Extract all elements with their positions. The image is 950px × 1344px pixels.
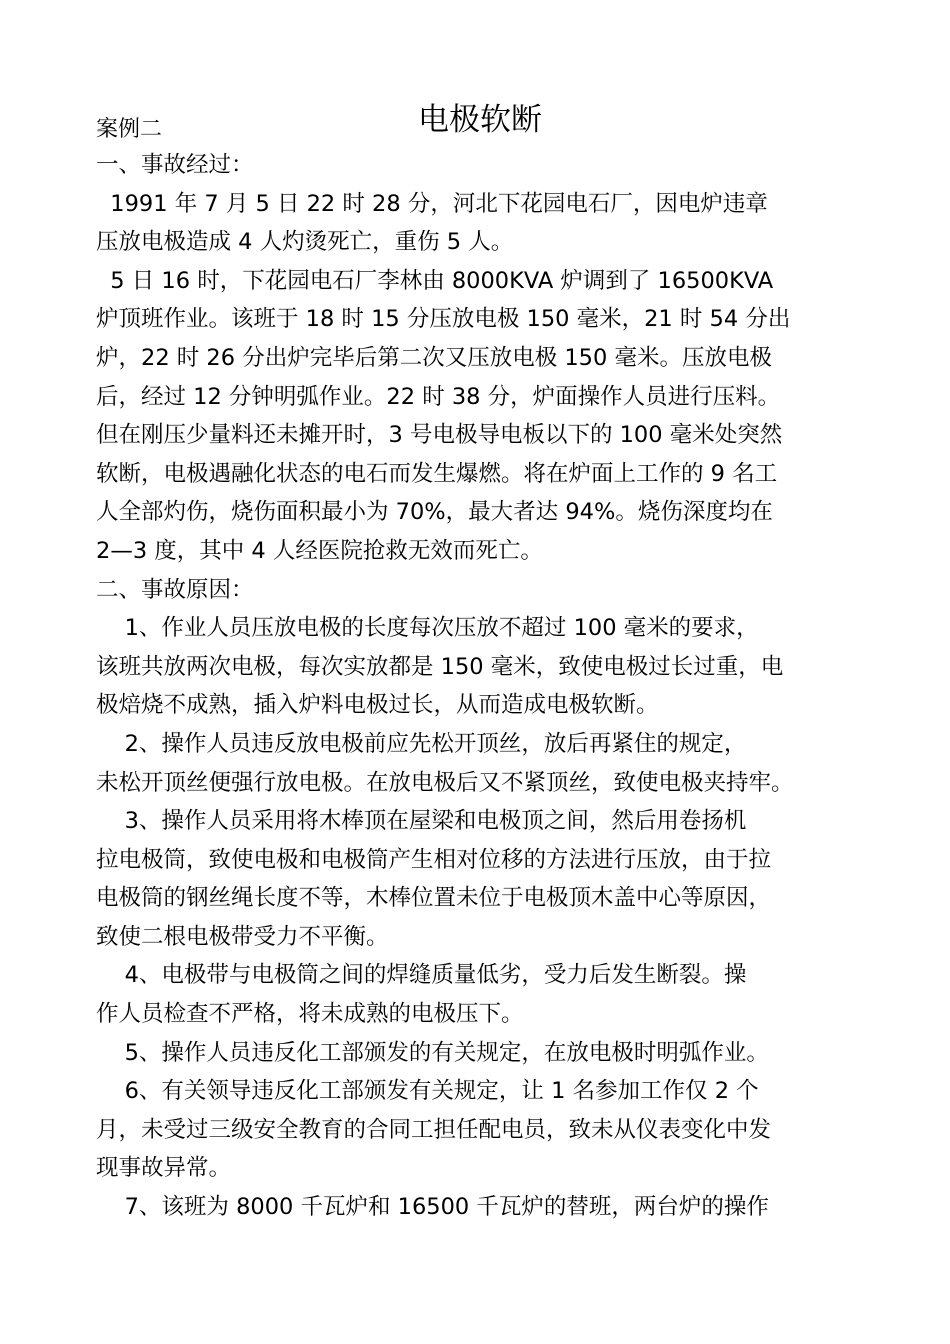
case-label: 案例二 [96, 117, 163, 142]
cause-item-5 [96, 1034, 858, 1073]
text-line: 6、有关领导违反化工部颁发有关规定，让 1 名参加工作仅 2 个 [96, 1078, 759, 1105]
text-line: 但在刚压少量料还未摊开时，3 号电极导电板以下的 100 毫米处突然 [96, 422, 783, 449]
text-line: 拉电极筒，致使电极和电极筒产生相对位移的方法进行压放，由于拉 [96, 846, 772, 873]
cause-item-3 [96, 802, 858, 956]
text-line: 炉，22 时 26 分出炉完毕后第二次又压放电极 150 毫米。压放电极 [96, 344, 772, 371]
text-line: 致使二根电极带受力不平衡。 [96, 923, 389, 950]
text-line: 1、作业人员压放电极的长度每次压放不超过 100 毫米的要求， [96, 615, 759, 642]
paragraph-process-1 [96, 185, 858, 262]
cause-item-4 [96, 956, 858, 1033]
text-line: 7、该班为 8000 千瓦炉和 16500 千瓦炉的替班，两台炉的操作 [96, 1194, 769, 1221]
text-line: 电极筒的钢丝绳长度不等，木棒位置未位于电极顶木盖中心等原因， [96, 885, 772, 912]
text-line: 1991 年 7 月 5 日 22 时 28 分，河北下花园电石厂，因电炉违章 [96, 190, 768, 217]
text-line: 5、操作人员违反化工部颁发的有关规定，在放电极时明弧作业。 [96, 1039, 769, 1066]
text-line: 3、操作人员采用将木棒顶在屋梁和电极顶之间，然后用卷扬机 [96, 808, 747, 835]
paragraph-process-2 [96, 262, 858, 571]
section-heading-cause: 二、事故原因： [96, 576, 254, 603]
text-line: 5 日 16 时，下花园电石厂李林由 8000KVA 炉调到了 16500KVA [96, 267, 774, 294]
document-title: 电极软断 [418, 102, 542, 138]
text-line: 后，经过 12 分钟明弧作业。22 时 38 分，炉面操作人员进行压料。 [96, 383, 781, 410]
section-heading-process: 一、事故经过： [96, 152, 254, 178]
text-line: 2、操作人员违反放电极前应先松开顶丝，放后再紧住的规定， [96, 730, 747, 757]
text-line: 现事故异常。 [96, 1155, 232, 1182]
text-line: 压放电极造成 4 人灼烫死亡，重伤 5 人。 [96, 229, 514, 256]
text-line: 月，未受过三级安全教育的合同工担任配电员，致未从仪表变化中发 [96, 1116, 772, 1143]
text-line: 人全部灼伤，烧伤面积最小为 70%，最大者达 94%。烧伤深度均在 [96, 499, 773, 526]
text-line: 炉顶班作业。该班于 18 时 15 分压放电极 150 毫米，21 时 54 分出 [96, 306, 791, 333]
text-line: 未松开顶丝便强行放电极。在放电极后又不紧顶丝，致使电极夹持牢。 [96, 769, 794, 796]
text-line: 该班共放两次电极，每次实放都是 150 毫米，致使电极过长过重，电 [96, 653, 784, 680]
cause-item-1 [96, 609, 858, 725]
cause-item-2 [96, 725, 858, 802]
text-line: 软断，电极遇融化状态的电石而发生爆燃。将在炉面上工作的 9 名工 [96, 460, 778, 487]
cause-item-6 [96, 1072, 858, 1188]
document-body [96, 146, 858, 1227]
text-line: 极焙烧不成熟，插入炉料电极过长，从而造成电极软断。 [96, 692, 659, 719]
text-line: 4、电极带与电极筒之间的焊缝质量低劣，受力后发生断裂。操 [96, 962, 747, 989]
text-line: 作人员检查不严格，将未成熟的电极压下。 [96, 1001, 524, 1028]
cause-item-7 [96, 1188, 858, 1227]
text-line: 2—3 度，其中 4 人经医院抢救无效而死亡。 [96, 537, 543, 564]
